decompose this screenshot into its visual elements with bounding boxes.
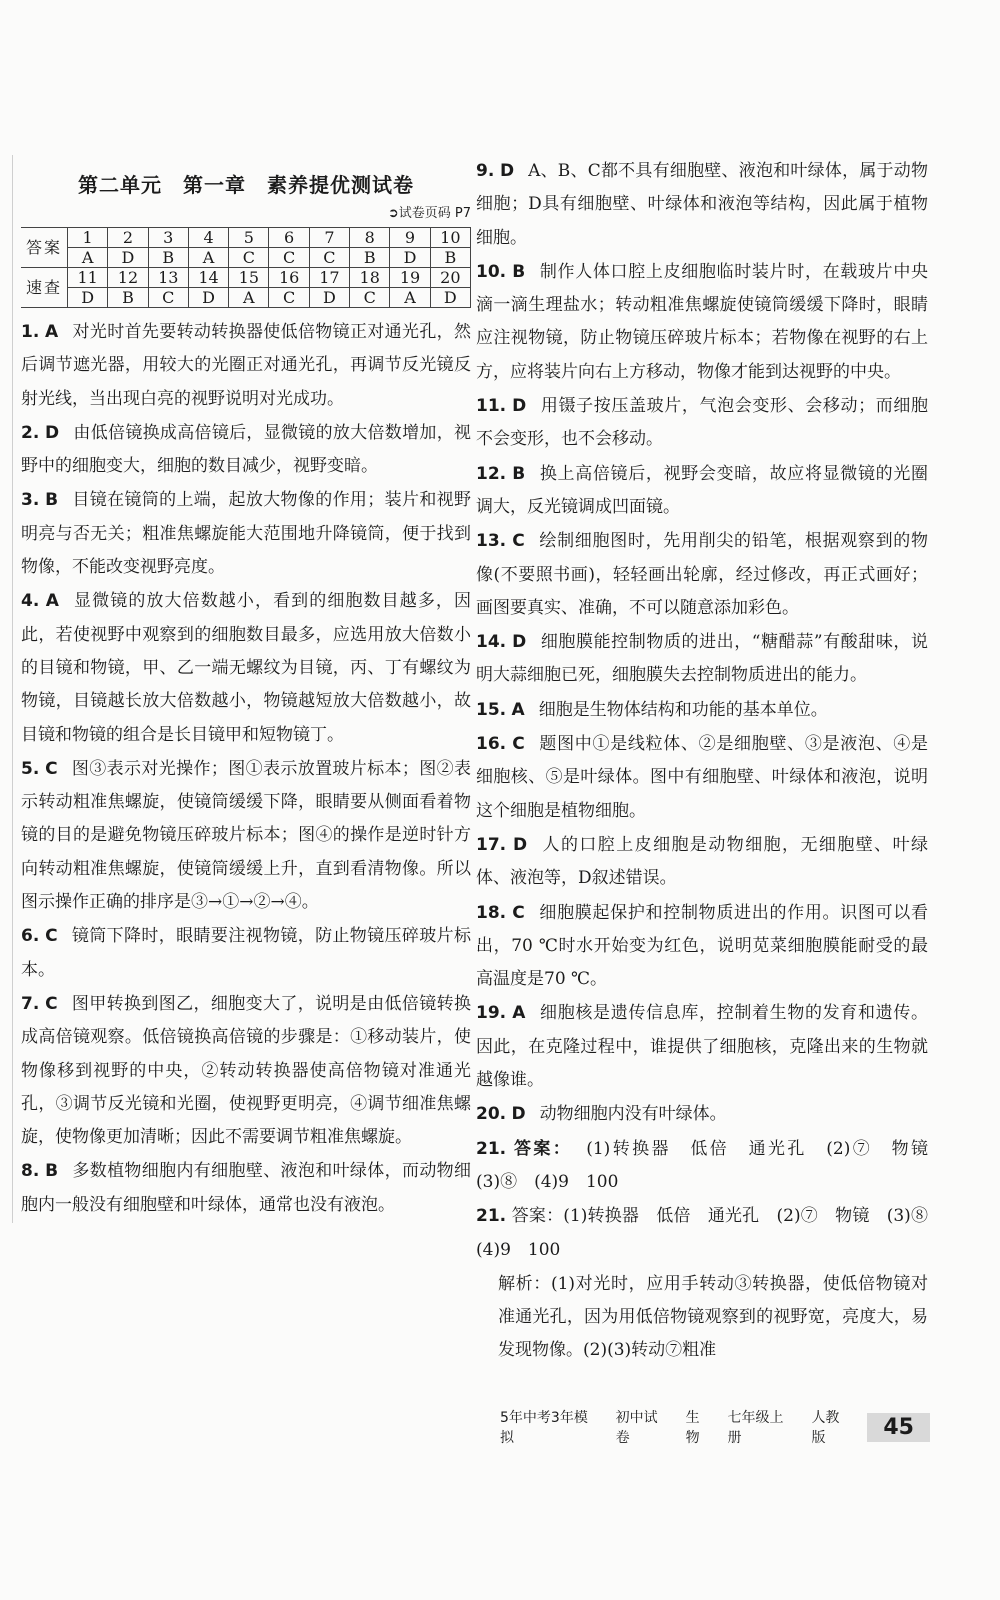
- answer-item: [21, 585, 471, 751]
- item-answer: B: [45, 1161, 59, 1182]
- answer-item: [476, 1098, 928, 1131]
- item-number: 17.: [476, 834, 507, 855]
- item-number: 16.: [476, 734, 507, 755]
- key-num: 16: [269, 268, 309, 288]
- key-num: 9: [390, 228, 430, 248]
- answer-key-table: [21, 227, 471, 308]
- key-ans: A: [390, 288, 430, 308]
- answer-item: [476, 829, 928, 896]
- answer-item: [21, 484, 471, 584]
- item-number: 10.: [476, 261, 507, 282]
- key-num: 15: [229, 268, 269, 288]
- key-num: 19: [390, 268, 430, 288]
- item-number: 21.: [476, 1206, 507, 1227]
- key-ans: B: [430, 248, 470, 268]
- item-explanation: 图③表示对光操作；图①表示放置玻片标本；图②表示转动粗准焦螺旋，使镜筒缓缓下降，眼睛要从侧面看着物镜的目的是避免物镜压碎玻片标本；图④的操作是逆时针方向转动粗准焦螺旋，使镜筒缓缓上升，直到看清物像。所以图示操作正确的排序是③→①→②→④。: [21, 758, 472, 913]
- key-num: 5: [229, 228, 269, 248]
- item-answer: A: [511, 699, 525, 720]
- item-number: 5.: [21, 758, 40, 779]
- item-explanation: 人的口腔上皮细胞是动物细胞，无细胞壁、叶绿体、液泡等，D叙述错误。: [476, 834, 929, 889]
- key-num: 8: [350, 228, 390, 248]
- item-answer: B: [512, 463, 526, 484]
- item-number: 2.: [21, 422, 40, 443]
- key-ans: C: [229, 248, 269, 268]
- answer-item: [476, 1133, 946, 1200]
- key-ans: C: [309, 248, 349, 268]
- answer-item: [21, 753, 471, 919]
- item-answer: B: [512, 261, 526, 282]
- item-number: 1.: [21, 322, 40, 342]
- key-ans: B: [148, 248, 188, 268]
- answer-item: [21, 1155, 471, 1222]
- key-num: 1: [68, 228, 108, 248]
- key-ans: D: [188, 288, 228, 308]
- item-answer: D: [512, 632, 527, 653]
- answer-item: [476, 897, 928, 997]
- item-number: 19.: [476, 1003, 507, 1024]
- key-num: 6: [269, 228, 309, 248]
- footer-type: 初中试卷: [615, 1410, 658, 1446]
- item-explanation: 显微镜的放大倍数越小，看到的细胞数目越多，因此，若使视野中观察到的细胞数目最多，应选用放大倍数小的目镜和物镜，甲、乙一端无螺纹为目镜，丙、丁有螺纹为物镜，目镜越长放大倍数越小，物镜越短放大倍数越小，故目镜和物镜的组合是长目镜甲和短物镜丁。: [21, 591, 472, 745]
- item-explanation: 用镊子按压盖玻片，气泡会变形、会移动；而细胞不会变形，也不会移动。: [476, 396, 929, 450]
- item-explanation: 制作人体口腔上皮细胞临时装片时，在载玻片中央滴一滴生理盐水；转动粗准焦螺旋使镜筒缓缓下降时，眼睛应注视物镜，防止物镜压碎玻片标本；若物像在视野的右上方，应将装片向右上方移动，物像才能到达视野的中央。: [476, 261, 928, 382]
- key-num: 3: [148, 228, 188, 248]
- item-number: 14.: [476, 632, 507, 653]
- item-answer: C: [45, 993, 58, 1014]
- item-21-analysis: 解析：(1)对光时，应用手转动③转换器，使低倍物镜对准通光孔，因为用低倍物镜观察到的视野宽，亮度大，易发现物像。(2)(3)转动⑦粗准: [498, 1273, 928, 1361]
- item-answer: D: [512, 396, 527, 417]
- key-ans: D: [309, 288, 349, 308]
- key-ans: A: [188, 248, 228, 268]
- item-explanation: 目镜在镜筒的上端，起放大物像的作用；装片和视野明亮与否无关；粗准焦螺旋能大范围地升降镜筒，便于找到物像，不能改变视野亮度。: [21, 490, 472, 578]
- key-ans: C: [269, 288, 309, 308]
- answer-item: [476, 728, 928, 828]
- key-ans: D: [68, 288, 108, 308]
- item-explanation: 细胞膜起保护和控制物质进出的作用。识图可以看出，70 ℃时水开始变为红色，说明苋菜细胞膜能耐受的最高温度是70 ℃。: [476, 902, 929, 990]
- answer-item: [21, 988, 471, 1154]
- item-explanation: 图甲转换到图乙，细胞变大了，说明是由低倍镜转换成高倍镜观察。低倍镜换高倍镜的步骤是：①移动装片，使物像移到视野的中央，②转动转换器使高倍物镜对准通光孔，③调节反光镜和光圈，使视野更明亮，④调节细准焦螺旋，使物像更加清晰；因此不需要调节粗准焦螺旋。: [21, 993, 472, 1148]
- item-number: 8.: [21, 1161, 40, 1182]
- item-number: 11.: [476, 396, 507, 417]
- item-answer: A: [45, 591, 59, 612]
- key-num: 2: [108, 228, 148, 248]
- item-explanation: 多数植物细胞内有细胞壁、液泡和叶绿体，而动物细胞内一般没有细胞壁和叶绿体，通常也没有液泡。: [21, 1161, 472, 1215]
- item-number: 3.: [21, 490, 40, 511]
- right-column: [476, 155, 946, 1369]
- item-answer: C: [512, 531, 525, 552]
- key-ans: A: [229, 288, 269, 308]
- answer-item: [476, 256, 928, 389]
- item-answer: D: [45, 422, 60, 443]
- item-explanation: 对光时首先要转动转换器使低倍物镜正对通光孔，然后调节遮光器，用较大的光圈正对通光孔，再调节反光镜反射光线，当出现白亮的视野说明对光成功。: [21, 322, 472, 409]
- answer-item: [476, 458, 928, 525]
- key-num: 7: [309, 228, 349, 248]
- answer-item: [476, 626, 928, 693]
- answer-item: [476, 997, 928, 1097]
- page-reference: ➲试卷页码 P7: [387, 206, 471, 221]
- item-number: 4.: [21, 591, 40, 612]
- answer-item: [476, 694, 928, 727]
- item-answer: D: [511, 1104, 526, 1125]
- key-ans: A: [68, 248, 108, 268]
- item-answer: 答案：: [513, 1138, 573, 1159]
- item-answer: B: [45, 490, 59, 511]
- footer-series: 5年中考3年模拟: [500, 1410, 588, 1446]
- item-number: 20.: [476, 1104, 507, 1125]
- footer-grade: 七年级上册: [727, 1410, 784, 1446]
- item-explanation: (1)转换器 低倍 通光孔 (2)⑦ 物镜 (3)⑧ (4)9 100: [476, 1206, 945, 1260]
- page-title: 第二单元 第一章 素养提优测试卷: [78, 173, 414, 197]
- page-number: 45: [867, 1413, 930, 1442]
- left-column: [12, 155, 471, 1223]
- key-num: 13: [148, 268, 188, 288]
- key-ans: D: [390, 248, 430, 268]
- item-explanation: 题图中①是线粒体、②是细胞壁、③是液泡、④是细胞核、⑤是叶绿体。图中有细胞壁、叶绿体和液泡，说明这个细胞是植物细胞。: [476, 734, 929, 821]
- item-number: 13.: [476, 531, 507, 552]
- item-answer: D: [512, 834, 528, 855]
- item-number: 18.: [476, 902, 507, 923]
- key-num: 18: [350, 268, 390, 288]
- item-number: 12.: [476, 463, 507, 484]
- item-explanation: 动物细胞内没有叶绿体。: [539, 1104, 727, 1125]
- item-explanation: (1)转换器 低倍 通光孔 (2)⑦ 物镜 (3)⑧ (4)9 100: [476, 1138, 946, 1192]
- item-explanation: 换上高倍镜后，视野会变暗，故应将显微镜的光圈调大，反光镜调成凹面镜。: [476, 463, 928, 517]
- answer-item-21: [476, 1200, 945, 1267]
- footer-edition: 人教版: [811, 1410, 840, 1446]
- answer-key-label-bottom: 速查: [21, 268, 68, 308]
- answer-item: [21, 920, 471, 987]
- item-number: 9.: [476, 161, 495, 181]
- key-ans: C: [269, 248, 309, 268]
- item-answer: C: [45, 758, 58, 779]
- item-explanation: 细胞核是遗传信息库，控制着生物的发育和遗传。因此，在克隆过程中，谁提供了细胞核，克隆出来的生物就越像谁。: [476, 1003, 929, 1091]
- item-answer: C: [512, 734, 525, 755]
- key-ans: B: [108, 288, 148, 308]
- key-num: 4: [188, 228, 228, 248]
- answer-item: [476, 525, 928, 625]
- item-answer: D: [499, 161, 515, 181]
- key-num: 14: [188, 268, 228, 288]
- key-num: 17: [309, 268, 349, 288]
- item-explanation: A、B、C都不具有细胞壁、液泡和叶绿体，属于动物细胞；D具有细胞壁、叶绿体和液泡等结构，因此属于植物细胞。: [476, 161, 929, 248]
- item-answer: A: [45, 322, 59, 342]
- answer-item: [21, 417, 471, 484]
- key-ans: C: [350, 288, 390, 308]
- item-explanation: 绘制细胞图时，先用削尖的铅笔，根据观察到的物像(不要照书画)，轻轻画出轮廓，经过修改，再正式画好；画图要真实、准确，不可以随意添加彩色。: [476, 531, 929, 618]
- answer-item: [476, 390, 928, 457]
- page-footer: [500, 1410, 930, 1444]
- key-ans: D: [430, 288, 470, 308]
- item-number: 6.: [21, 926, 40, 947]
- item-explanation: 镜筒下降时，眼睛要注视物镜，防止物镜压碎玻片标本。: [21, 926, 472, 980]
- key-ans: B: [350, 248, 390, 268]
- item-explanation: 细胞是生物体结构和功能的基本单位。: [538, 699, 828, 720]
- item-answer: A: [512, 1003, 526, 1024]
- item-answer: C: [45, 926, 58, 947]
- key-ans: C: [148, 288, 188, 308]
- key-num: 12: [108, 268, 148, 288]
- key-ans: D: [108, 248, 148, 268]
- item-explanation: 由低倍镜换成高倍镜后，显微镜的放大倍数增加，视野中的细胞变大，细胞的数目减少，视野变暗。: [21, 422, 471, 477]
- item-explanation: 细胞膜能控制物质的进出，“糖醋蒜”有酸甜味，说明大蒜细胞已死，细胞膜失去控制物质进出的能力。: [476, 632, 929, 686]
- answer-item: [476, 155, 928, 255]
- item-answer: C: [512, 902, 525, 923]
- answer-key-label-top: 答案: [21, 228, 68, 268]
- footer-subject: 生物: [685, 1410, 700, 1446]
- key-num: 10: [430, 228, 470, 248]
- item-number: 15.: [476, 699, 507, 720]
- item-number: 21.: [476, 1138, 507, 1159]
- item-answer-label: 答案：: [506, 1206, 564, 1227]
- key-num: 11: [68, 268, 108, 288]
- answer-item: [21, 316, 471, 416]
- item-number: 7.: [21, 993, 40, 1014]
- key-num: 20: [430, 268, 470, 288]
